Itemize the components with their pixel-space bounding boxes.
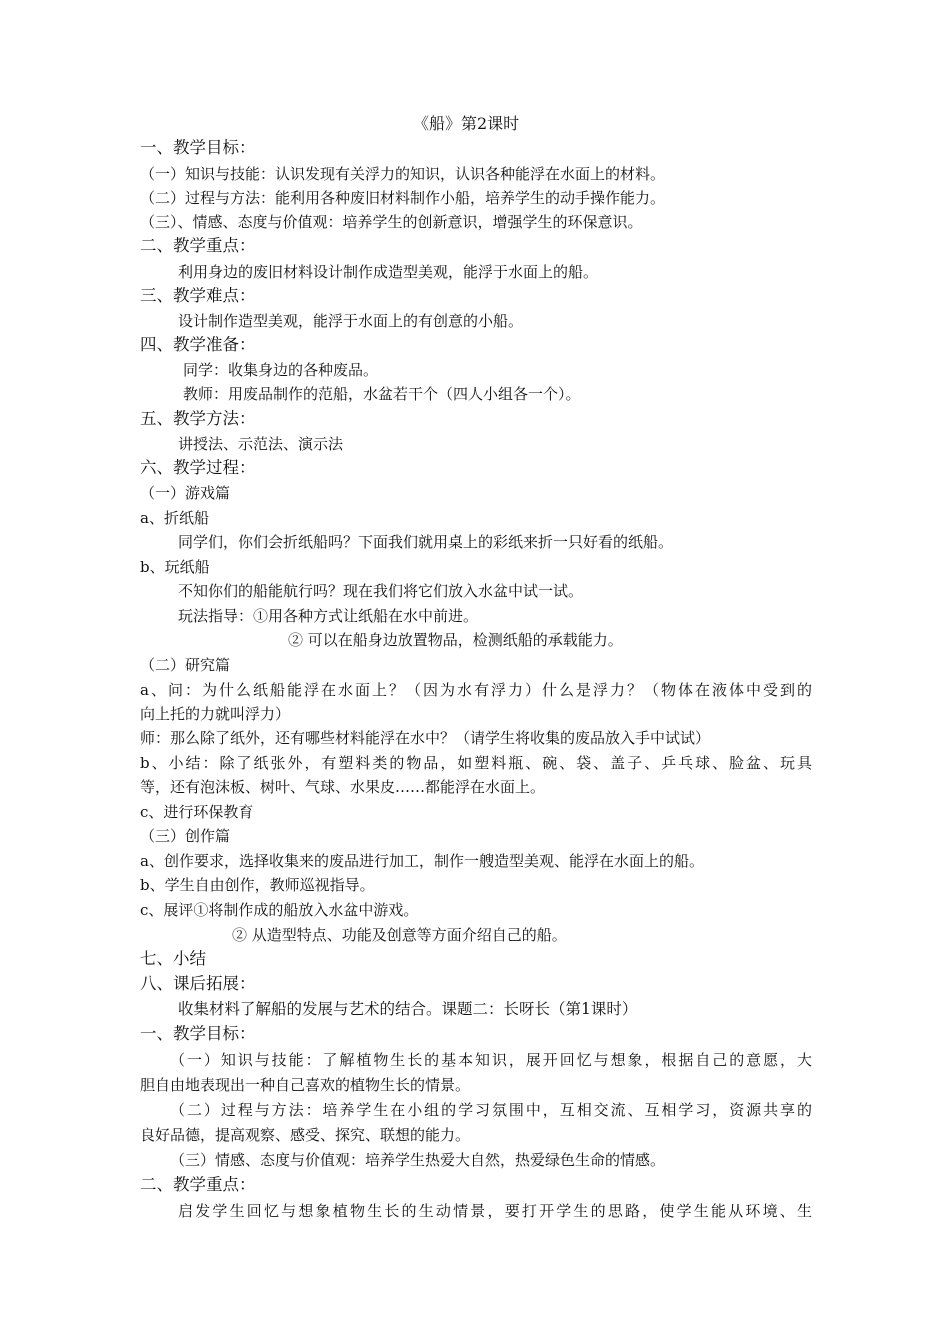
goal2-knowledge-line1: （一）知识与技能：了解植物生长的基本知识，展开回忆与想象，根据自己的意愿，大: [170, 1051, 812, 1069]
extension-text: 收集材料了解船的发展与艺术的结合。课题二：长呀长（第1课时）: [178, 1000, 638, 1018]
play-boat-text: 不知你们的船能航行吗？现在我们将它们放入水盆中试一试。: [178, 582, 584, 600]
heading-extension: 八、课后拓展：: [140, 974, 256, 993]
research-question-line2: 向上托的力就叫浮力）: [140, 705, 291, 723]
preparation-teacher: 教师：用废品制作的范船，水盆若干个（四人小组各一个）。: [183, 385, 581, 403]
creation-review-1: c、展评①将制作成的船放入水盆中游戏。: [140, 901, 419, 919]
play-guide-1: 玩法指导：①用各种方式让纸船在水中前进。: [178, 607, 479, 625]
key-points-text: 利用身边的废旧材料设计制作成造型美观，能浮于水面上的船。: [178, 263, 599, 281]
research-question-line1: a、问：为什么纸船能浮在水面上？（因为水有浮力）什么是浮力？（物体在液体中受到的: [140, 681, 812, 699]
subheading-research: （二）研究篇: [140, 656, 231, 674]
heading-teaching-goals: 一、教学目标：: [140, 138, 256, 157]
goal2-knowledge-line2: 胆自由地表现出一种自己喜欢的植物生长的情景。: [140, 1076, 471, 1094]
goal2-process-line2: 良好品德，提高观察、感受、探究、联想的能力。: [140, 1126, 471, 1144]
research-summary-line1: b、小结：除了纸张外，有塑料类的物品，如塑料瓶、碗、袋、盖子、乒乓球、脸盆、玩具: [140, 754, 812, 772]
item-fold-boat: a、折纸船: [140, 509, 209, 527]
fold-boat-text: 同学们，你们会折纸船吗？下面我们就用桌上的彩纸来折一只好看的纸船。: [178, 533, 674, 551]
research-eco-education: c、进行环保教育: [140, 803, 254, 821]
subheading-creation: （三）创作篇: [140, 827, 231, 845]
heading-difficulties: 三、教学难点：: [140, 286, 256, 305]
creation-free: b、学生自由创作，教师巡视指导。: [140, 876, 375, 894]
heading-teaching-goals-2: 一、教学目标：: [140, 1024, 256, 1043]
goal2-emotion: （三）情感、态度与价值观：培养学生热爱大自然，热爱绿色生命的情感。: [170, 1151, 666, 1169]
preparation-students: 同学：收集身边的各种废品。: [183, 361, 379, 379]
item-play-boat: b、玩纸船: [140, 558, 210, 576]
research-teacher-question: 师：那么除了纸外，还有哪些材料能浮在水中？（请学生将收集的废品放入手中试试）: [140, 729, 711, 747]
research-summary-line2: 等，还有泡沫板、树叶、气球、水果皮……都能浮在水面上。: [140, 778, 546, 796]
goal-emotion: （三）、情感、态度与价值观：培养学生的创新意识，增强学生的环保意识。: [140, 213, 643, 231]
creation-requirement: a、创作要求，选择收集来的废品进行加工，制作一艘造型美观、能浮在水面上的船。: [140, 852, 704, 870]
heading-process: 六、教学过程：: [140, 458, 256, 477]
heading-summary: 七、小结: [140, 949, 206, 968]
goal-knowledge: （一）知识与技能：认识发现有关浮力的知识，认识各种能浮在水面上的材料。: [140, 165, 666, 183]
document-title: 《船》第2课时: [413, 114, 520, 133]
goal-process: （二）过程与方法：能利用各种废旧材料制作小船，培养学生的动手操作能力。: [140, 189, 666, 207]
play-guide-2: ② 可以在船身边放置物品，检测纸船的承载能力。: [288, 631, 623, 649]
difficulties-text: 设计制作造型美观，能浮于水面上的有创意的小船。: [178, 312, 524, 330]
methods-text: 讲授法、示范法、演示法: [178, 435, 344, 453]
goal2-process-line1: （二）过程与方法：培养学生在小组的学习氛围中，互相交流、互相学习，资源共享的: [170, 1101, 812, 1119]
creation-review-2: ② 从造型特点、功能及创意等方面介绍自己的船。: [232, 926, 567, 944]
heading-key-points-2: 二、教学重点：: [140, 1175, 256, 1194]
subheading-game: （一）游戏篇: [140, 484, 231, 502]
heading-key-points: 二、教学重点：: [140, 236, 256, 255]
heading-preparation: 四、教学准备：: [140, 335, 256, 354]
key-points-2-text: 启发学生回忆与想象植物生长的生动情景，要打开学生的思路，使学生能从环境、生: [178, 1202, 812, 1220]
heading-methods: 五、教学方法：: [140, 409, 256, 428]
